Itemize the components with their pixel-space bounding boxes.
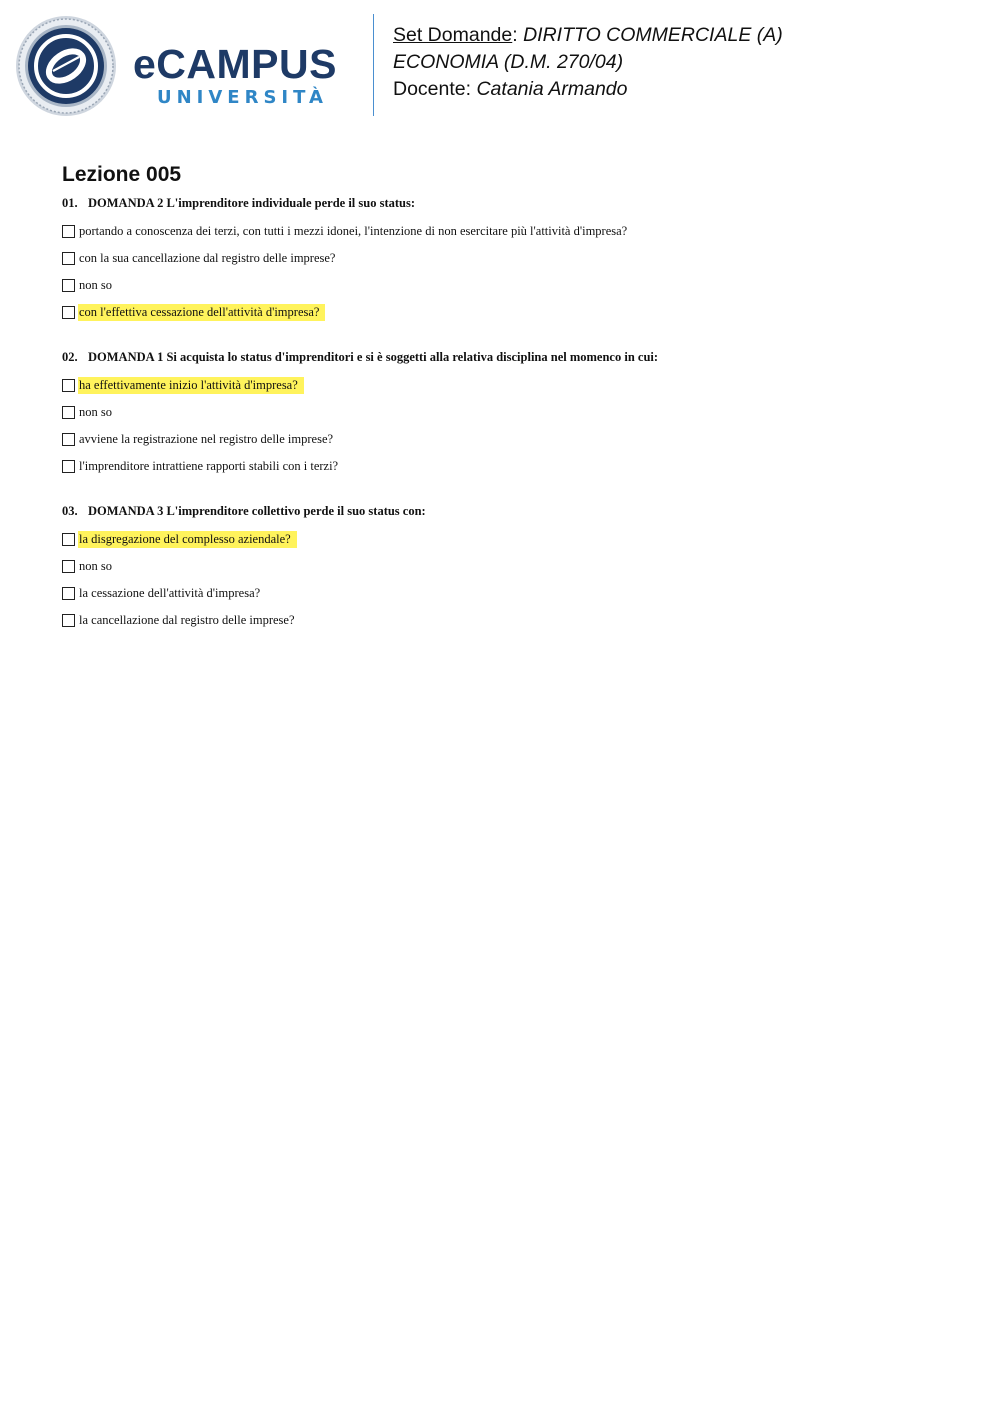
checkbox[interactable] [62,406,75,419]
answer-option[interactable] [62,607,962,634]
question-number: 01. [62,196,78,210]
checkbox[interactable] [62,279,75,292]
question-text: DOMANDA 2 L'imprenditore individuale perde il suo status: [88,196,415,210]
checkbox[interactable] [62,533,75,546]
checkbox[interactable] [62,252,75,265]
checkbox[interactable] [62,560,75,573]
checkbox[interactable] [62,379,75,392]
answer-text: l'imprenditore intrattiene rapporti stabili con i terzi? [79,459,339,473]
question-block [62,502,962,634]
question-number: 03. [62,504,78,518]
checkbox[interactable] [62,460,75,473]
answer-option[interactable] [62,245,962,272]
answer-option-highlighted[interactable] [62,299,962,326]
question-number: 02. [62,350,78,364]
university-seal-icon [15,15,117,117]
answer-option-highlighted[interactable] [62,526,962,553]
answer-text: portando a conoscenza dei terzi, con tutti i mezzi idonei, l'intenzione di non esercitare più l'attività d'impresa? [79,224,628,238]
answer-text: non so [79,559,112,573]
answer-text: con la sua cancellazione dal registro delle imprese? [79,251,336,265]
set-label: Set Domande [393,24,513,46]
answer-text: ha effettivamente inizio l'attività d'impresa? [78,377,304,394]
answer-option[interactable] [62,580,962,607]
answer-option[interactable] [62,218,962,245]
question-text: DOMANDA 1 Si acquista lo status d'imprenditori e si è soggetti alla relativa disciplina nel momenco in cui: [88,350,659,364]
answer-text: non so [79,405,112,419]
course-line-2 [393,49,983,76]
answer-option-highlighted[interactable] [62,372,962,399]
answer-option[interactable] [62,272,962,299]
course-degree: ECONOMIA (D.M. 270/04) [393,51,624,73]
answer-option[interactable] [62,399,962,426]
lesson-title: Lezione 005 [62,163,182,186]
question-title [62,194,962,212]
answer-option[interactable] [62,453,962,480]
answer-text: avviene la registrazione nel registro delle imprese? [79,432,334,446]
quiz-content [62,160,962,656]
brand-name: eCAMPUS [133,41,337,87]
teacher-label: Docente: [393,78,477,100]
answer-option[interactable] [62,553,962,580]
answer-option[interactable] [62,426,962,453]
course-line-1 [393,22,983,49]
teacher-line [393,76,983,103]
brand-subtitle: UNIVERSITÀ [157,87,328,108]
question-title [62,348,962,366]
question-block [62,194,962,326]
university-logo [133,40,358,115]
set-separator: : [512,24,524,46]
answer-text: la cessazione dell'attività d'impresa? [79,586,261,600]
teacher-name: Catania Armando [476,78,628,100]
course-name: DIRITTO COMMERCIALE (A) [523,24,783,46]
answer-text: la disgregazione del complesso aziendale? [78,531,297,548]
answer-text: con l'effettiva cessazione dell'attività d'impresa? [78,304,325,321]
checkbox[interactable] [62,225,75,238]
checkbox[interactable] [62,587,75,600]
page-header [0,0,1000,130]
header-divider [373,14,374,116]
question-text: DOMANDA 3 L'imprenditore collettivo perde il suo status con: [88,504,426,518]
checkbox[interactable] [62,306,75,319]
answer-text: la cancellazione dal registro delle imprese? [79,613,295,627]
question-title [62,502,962,520]
checkbox[interactable] [62,614,75,627]
question-block [62,348,962,480]
answer-text: non so [79,278,112,292]
course-info [393,22,983,103]
checkbox[interactable] [62,433,75,446]
